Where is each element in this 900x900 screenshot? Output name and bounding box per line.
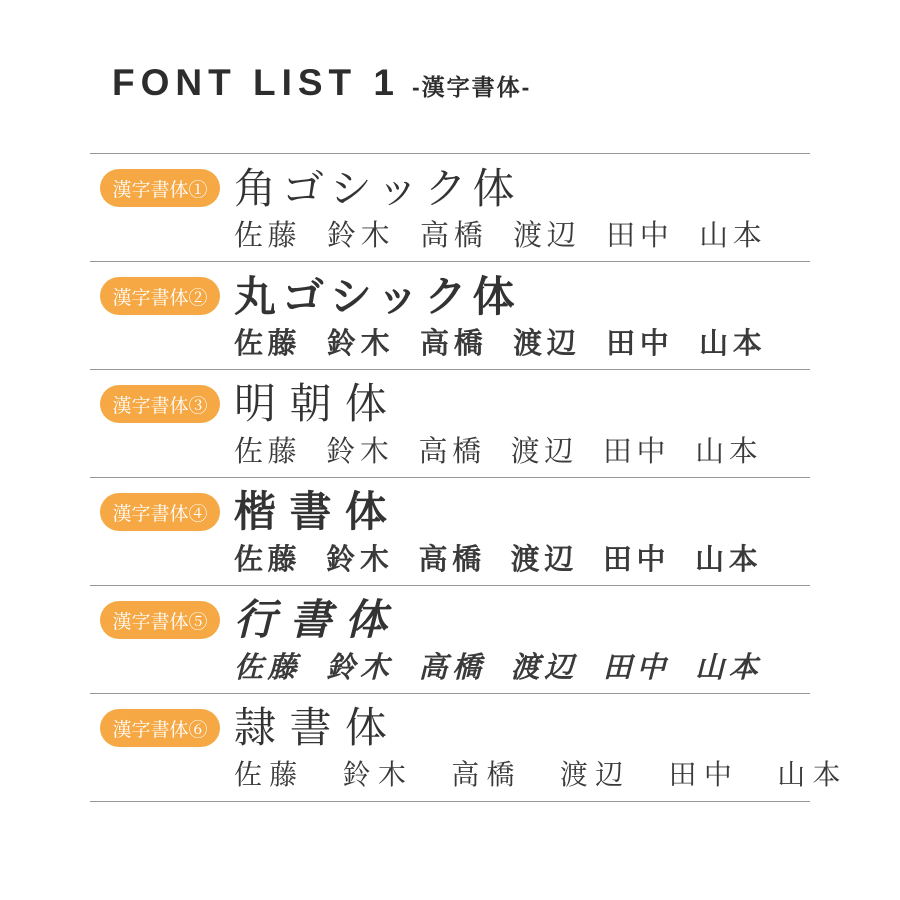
font-number-badge: 漢字書体⑤: [100, 601, 220, 639]
font-row-texts: [234, 166, 766, 251]
page-title-sub: -漢字書体-: [412, 74, 532, 100]
font-number-badge: 漢字書体③: [100, 385, 220, 423]
font-number-badge: 漢字書体②: [100, 277, 220, 315]
font-sample-text: 佐藤 鈴木 高橋 渡辺 田中 山本: [234, 652, 763, 684]
font-number-badge: 漢字書体④: [100, 493, 220, 531]
font-name: 明朝体: [234, 382, 401, 428]
font-sample-text: 佐藤 鈴木 高橋 渡辺 田中 山本: [234, 544, 763, 576]
font-number-badge: 漢字書体⑥: [100, 709, 220, 747]
font-name: 楷書体: [234, 490, 401, 536]
page-title: [112, 62, 531, 104]
font-list: [90, 153, 848, 802]
font-row-gyosho: [90, 585, 810, 693]
font-row-texts: [234, 706, 848, 791]
font-row-maru-gothic: [90, 261, 810, 369]
font-row-mincho: [90, 369, 810, 477]
font-row-kaisho: [90, 477, 810, 585]
font-sample-text: 佐藤 鈴木 高橋 渡辺 田中 山本: [234, 436, 763, 468]
font-sample-text: 佐藤 鈴木 高橋 渡辺 田中 山本: [234, 328, 767, 360]
font-sample-text: 佐藤 鈴木 高橋 渡辺 田中 山本: [234, 220, 767, 252]
font-row-texts: [234, 598, 762, 683]
font-row-texts: [234, 382, 762, 467]
page-title-main: FONT LIST 1: [112, 62, 400, 103]
font-name: 角ゴシック体: [234, 165, 521, 212]
font-row-kaku-gothic: [90, 153, 810, 261]
font-name: 隷書体: [234, 706, 401, 752]
font-row-texts: [234, 490, 762, 575]
font-name: 行書体: [234, 598, 401, 644]
font-row-reisho: [90, 693, 848, 801]
font-number-badge: 漢字書体①: [100, 169, 220, 207]
font-row-texts: [234, 274, 766, 359]
font-name: 丸ゴシック体: [234, 273, 521, 320]
font-sample-text: 佐藤 鈴木 高橋 渡辺 田中 山本: [234, 760, 848, 791]
